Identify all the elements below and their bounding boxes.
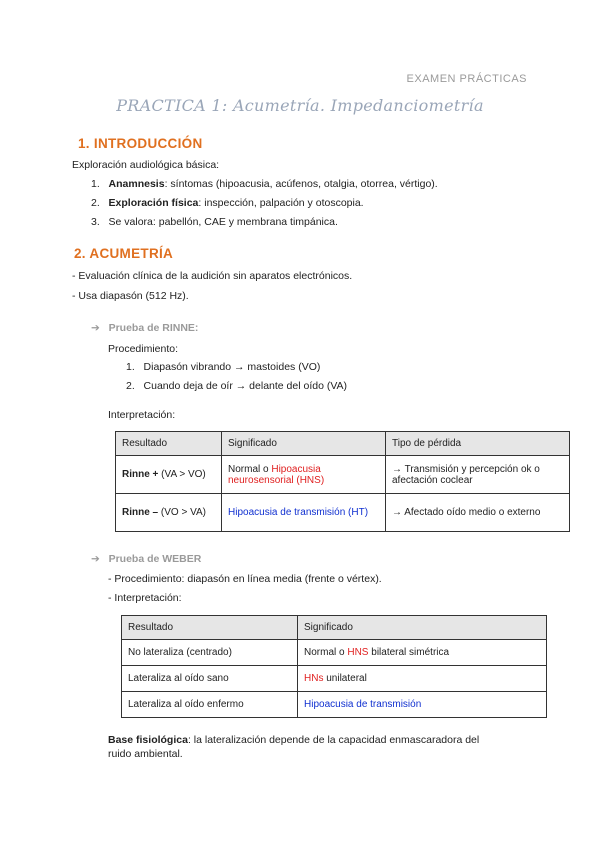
- table-cell: [222, 456, 386, 494]
- table-cell: No lateraliza (centrado): [122, 640, 298, 666]
- item-number: 2.: [91, 197, 100, 209]
- table-cell: [116, 494, 222, 532]
- header-tag: EXAMEN PRÁCTICAS: [406, 73, 527, 85]
- section-heading-intro: 1. INTRODUCCIÓN: [78, 136, 203, 151]
- table-cell: → Afectado oído medio o externo: [386, 494, 570, 532]
- base-bold: Base fisiológica: [108, 734, 188, 746]
- table-cell: Lateraliza al oído enfermo: [122, 692, 298, 718]
- weber-proc: - Procedimiento: diapasón en línea media (frente o vértex).: [108, 573, 382, 585]
- item-bold: Exploración física: [108, 197, 199, 209]
- weber-table: [121, 615, 547, 718]
- cell-highlight-red: Hipoacusia neurosensorial (HNS): [228, 463, 325, 486]
- acumetria-line-2: - Usa diapasón (512 Hz).: [72, 290, 189, 302]
- table-cell: → Transmisión y percepción ok o afectación coclear: [386, 456, 570, 494]
- base-text-2: ruido ambiental.: [108, 748, 183, 760]
- intro-item-3: [91, 215, 338, 229]
- arrow-icon: ➔: [91, 322, 100, 334]
- table-header: Significado: [222, 432, 386, 456]
- table-row: [122, 666, 547, 692]
- rinne-interp-label: Interpretación:: [108, 409, 176, 421]
- rinne-proc-label: Procedimiento:: [108, 343, 179, 355]
- rinne-subheading: [91, 322, 198, 334]
- weber-subheading: [91, 553, 201, 565]
- table-row: [122, 692, 547, 718]
- intro-item-2: [91, 196, 364, 210]
- cell-highlight-red: HNs: [304, 673, 324, 684]
- table-header: Tipo de pérdida: [386, 432, 570, 456]
- table-cell: [222, 494, 386, 532]
- cell-bold: Rinne +: [122, 469, 159, 480]
- item-text: : síntomas (hipoacusia, acúfenos, otalgia, otorrea, vértigo).: [164, 178, 438, 190]
- cell-highlight-blue: Hipoacusia de transmisión (HT): [228, 507, 369, 518]
- table-header-row: [122, 616, 547, 640]
- table-cell: [298, 666, 547, 692]
- step-text: Diapasón vibrando → mastoides (VO): [143, 361, 321, 373]
- intro-item-1: [91, 177, 438, 191]
- table-row: [116, 494, 570, 532]
- cell-highlight-blue: Hipoacusia de transmisión: [304, 699, 422, 710]
- table-row: [122, 640, 547, 666]
- table-header-row: [116, 432, 570, 456]
- item-number: 3.: [91, 216, 100, 228]
- step-number: 2.: [126, 380, 135, 392]
- section-heading-acumetria: 2. ACUMETRÍA: [74, 246, 174, 261]
- cell-text: unilateral: [323, 673, 367, 684]
- table-cell: Lateraliza al oído sano: [122, 666, 298, 692]
- weber-interp: - Interpretación:: [108, 592, 182, 604]
- table-cell: [116, 456, 222, 494]
- table-header: Resultado: [122, 616, 298, 640]
- item-text: : inspección, palpación y otoscopia.: [198, 197, 364, 209]
- step-text: Cuando deja de oír → delante del oído (VA): [143, 380, 348, 392]
- table-row: [116, 456, 570, 494]
- item-number: 1.: [91, 178, 100, 190]
- weber-label: Prueba de WEBER: [108, 553, 202, 565]
- table-header: Significado: [298, 616, 547, 640]
- cell-text: (VA > VO): [158, 469, 206, 480]
- table-cell: [298, 692, 547, 718]
- cell-text: Normal o: [228, 463, 272, 475]
- item-bold: Anamnesis: [108, 178, 165, 190]
- cell-text: bilateral simétrica: [368, 647, 450, 658]
- rinne-label: Prueba de RINNE:: [108, 322, 199, 334]
- table-header: Resultado: [116, 432, 222, 456]
- step-number: 1.: [126, 361, 135, 373]
- intro-lead: Exploración audiológica básica:: [72, 159, 220, 171]
- arrow-icon: ➔: [91, 553, 100, 565]
- rinne-step-2: [126, 379, 347, 393]
- page-title: PRACTICA 1: Acumetría. Impedanciometría: [116, 96, 484, 115]
- base-fisiologica: [108, 733, 548, 761]
- table-cell: [298, 640, 547, 666]
- cell-bold: Rinne –: [122, 507, 159, 518]
- base-text-1: : la lateralización depende de la capacidad enmascaradora del: [187, 734, 480, 746]
- cell-text: (VO > VA): [158, 507, 207, 518]
- cell-highlight-red: HNS: [347, 647, 369, 658]
- item-text: Se valora: pabellón, CAE y membrana timpánica.: [108, 216, 338, 228]
- rinne-table: [115, 431, 570, 532]
- acumetria-line-1: - Evaluación clínica de la audición sin aparatos electrónicos.: [72, 270, 353, 282]
- cell-text: Normal o: [304, 647, 348, 658]
- rinne-step-1: [126, 360, 320, 374]
